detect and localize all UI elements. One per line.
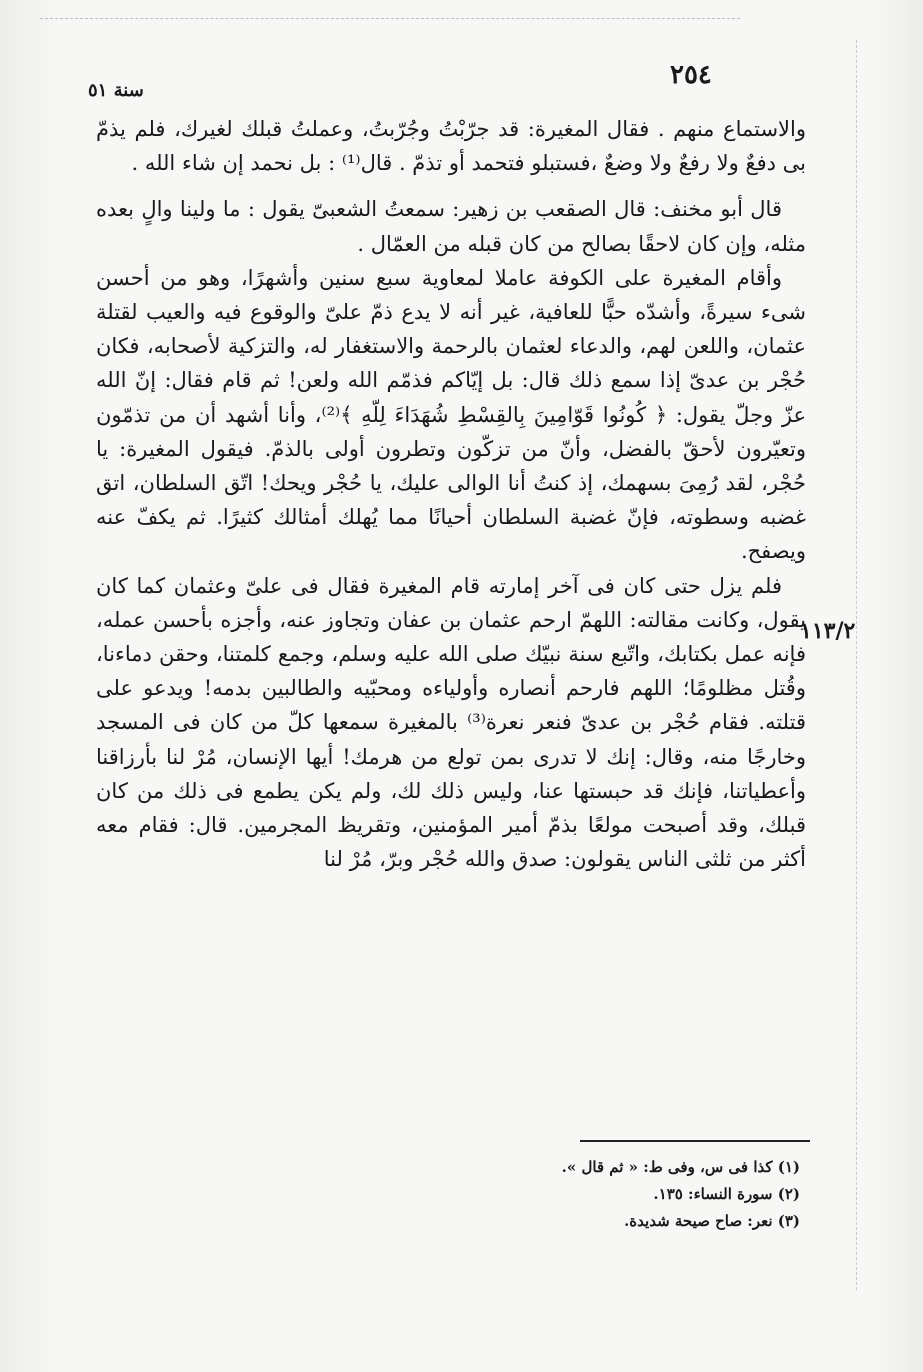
paragraph: وأقام المغيرة على الكوفة عاملا لمعاوية سبع سنين وأشهرًا، وهو من أحسن شىء سيرةً، وأشدّه حبًّا للعافية، غير أنه لا يدع ذمّ علىّ والوقوع فيه والعيب لقتلة عثمان، واللعن لهم، والدعاء لعثمان بالرحمة والاستغفار له، والتزكية لأصحابه، فكان حُجْر بن عدىّ إذا سمع ذلك قال: بل إيّاكم فذمّم الله ولعن! ثم قام فقال: إنّ الله عزّ وجلّ يقول: ﴿ كُونُوا قَوّامِينَ بِالقِسْطِ شُهَدَاءَ لِلّهِ ﴾⁽²⁾، وأنا أشهد أن من تذمّون وتعيّرون لأحقّ بالفضل، وأنّ من تزكّون وتطرون أولى بالذمّ. فيقول المغيرة: يا حُجْر، لقد رُمِىَ بسهمك، إذ كنتُ أنا الوالى عليك، يا حُجْر ويحك! اتّق السلطان، اتق غضبه وسطوته، فإنّ غضبة السلطان أحيانًا مما يُهلك أمثالك كثيرًا. ثم يكفّ عنه ويصفح.: [96, 265, 806, 564]
paragraph: فلم يزل حتى كان فى آخر إمارته قام المغيرة فقال فى علىّ وعثمان كما كان يقول، وكانت مقالته: اللهمّ ارحم عثمان بن عفان وتجاوز عنه، وأجزه بأحسن عمله، فإنه عمل بكتابك، واتّبع سنة نبيّك صلى الله عليه وسلم، وجمع كلمتنا، وحقن دماءنا، وقُتل مظلومًا؛ اللهم فارحم أنصاره وأولياءه ومحبّيه والطالبين بدمه! ويدعو على قتلته. فقام حُجْر بن عدىّ فنعر نعرة⁽³⁾ بالمغيرة سمعها كلّ من كان فى المسجد وخارجًا منه، وقال: إنك لا تدرى بمن تولع من هرمك! أيها الإنسان، مُرْ لنا بأرزاقنا وأعطياتنا، فإنك قد حبستها عنا، وليس ذلك لك، ولم يكن يطمع فى ذلك من كان قبلك، وقد أصبحت مولعًا بذمّ أمير المؤمنين، وتقريظ المجرمين. قال: فقام معه أكثر من ثلثى الناس يقولون: صدق والله حُجْر وبرّ، مُرْ لنا: [96, 573, 806, 872]
footnote: (١) كذا فى س، وفى ط: « ثم قال ».: [561, 1158, 800, 1176]
footnote: (٢) سورة النساء: ١٣٥.: [653, 1185, 800, 1203]
page-top-edge: [40, 18, 740, 20]
page-header: [80, 60, 780, 100]
paragraph: قال أبو مخنف: قال الصقعب بن زهير: سمعتُ الشعبىّ يقول : ما ولينا والٍ بعده مثله، وإن كان لاحقًا بصالح من كان قبله من العمّال .: [96, 197, 806, 256]
page-right-edge: [856, 40, 858, 1290]
running-head-year: سنة ٥١: [88, 80, 144, 101]
page-number: ٢٥٤: [670, 60, 712, 90]
margin-reference: ١١٣/٢: [800, 618, 856, 644]
paragraph: والاستماع منهم . فقال المغيرة: قد جرّبْتُ وجُرّبتُ، وعملتُ قبلك لغيرك، فلم يذمّ بى دفعٌ ولا رفعٌ ولا وضعٌ ،فستبلو فتحمد أو تذمّ . قال⁽¹⁾ : بل نحمد إن شاء الله .: [96, 117, 806, 176]
main-text: [96, 112, 806, 876]
footnote: (٣) نعر: صاح صيحة شديدة.: [624, 1212, 800, 1230]
footnote-rule: [580, 1140, 810, 1142]
footnotes: [430, 1154, 800, 1235]
